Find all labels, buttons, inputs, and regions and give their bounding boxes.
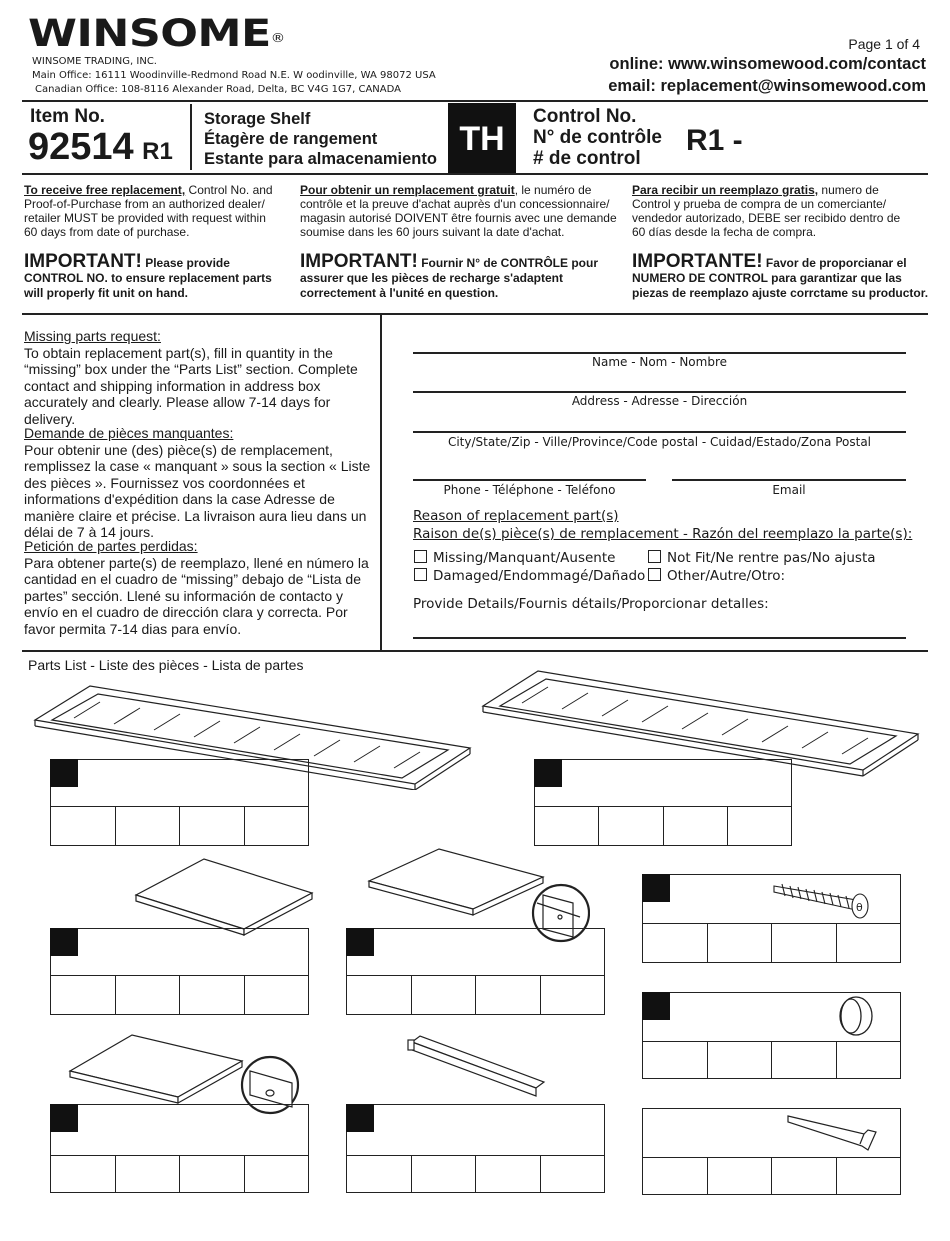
finish-code-badge: TH bbox=[448, 103, 516, 173]
important-en: IMPORTANT! Please provide CONTROL NO. to ensure replacement parts will properly fit unit on hand. bbox=[24, 251, 272, 300]
online-contact[interactable]: online: www.winsomewood.com/contact bbox=[609, 55, 926, 73]
item-label: Item No. bbox=[30, 106, 105, 127]
part-card bbox=[50, 1104, 309, 1156]
part-quantity-grid[interactable] bbox=[534, 806, 792, 846]
missing-parts-es: Petición de partes perdidas: Para obtener parte(s) de reemplazo, llené en número la cantidad en el cuadro de “missing” debajo de “Lista de partes” sección. Llené su información de contacto y envío en el cuadro de dirección clara y correcta. Por favor permita 7-14 dias para envío. bbox=[24, 538, 369, 637]
part-letter-marker bbox=[642, 874, 670, 902]
part-quantity-grid[interactable] bbox=[50, 1155, 309, 1193]
shelf-panel-icon bbox=[132, 855, 317, 937]
name-field[interactable] bbox=[413, 352, 906, 354]
email-field[interactable] bbox=[672, 479, 906, 481]
part-letter-marker bbox=[50, 1104, 78, 1132]
free-replacement-es: Para recibir un reemplazo gratis, numero de Control y prueba de compra de un comerciante/ vendedor autorizado, DEBE ser recibido dentro de 60 días desde la fecha de compra. bbox=[632, 183, 901, 239]
checkbox-damaged[interactable]: Damaged/Endommagé/Dañado bbox=[414, 568, 645, 584]
svg-text:θ: θ bbox=[856, 901, 863, 914]
part-quantity-grid[interactable] bbox=[50, 806, 309, 846]
company-name: WINSOME TRADING, INC. bbox=[32, 56, 157, 67]
support-rail-icon bbox=[404, 1030, 549, 1100]
part-letter-marker bbox=[642, 992, 670, 1020]
item-number: 92514 R1 bbox=[28, 126, 173, 168]
free-replacement-en: To receive free replacement, Control No. and Proof-of-Purchase from an authorized dealer/ retailer MUST be provided with request within 60 days from date of purchase. bbox=[24, 183, 273, 239]
page-number: Page 1 of 4 bbox=[848, 36, 920, 52]
part-letter-marker bbox=[346, 928, 374, 956]
part-quantity-grid[interactable] bbox=[346, 975, 605, 1015]
part-quantity-grid[interactable] bbox=[50, 975, 309, 1015]
missing-parts-fr: Demande de pièces manquantes: Pour obtenir une (des) pièce(s) de remplacement, remplissez la case « manquant » sous la section « Liste des pièces ». Fournissez vos coordonnées et informations d'expédition dans la case Adresse de manière claire et précise. La livraison aura lieu dans un délai de 7 à 14 jours. bbox=[24, 425, 371, 540]
details-field[interactable] bbox=[413, 637, 906, 639]
part-quantity-grid[interactable] bbox=[346, 1155, 605, 1193]
city-label: City/State/Zip - Ville/Province/Code postal - Cuidad/Estado/Zona Postal bbox=[447, 435, 872, 449]
email-contact[interactable]: email: replacement@winsomewood.com bbox=[608, 77, 926, 95]
main-office: Main Office: 16111 Woodinville-Redmond Road N.E. W oodinville, WA 98072 USA bbox=[32, 70, 436, 81]
control-number: R1 - bbox=[686, 124, 743, 157]
checkbox-missing[interactable]: Missing/Manquant/Ausente bbox=[414, 550, 615, 566]
brand-logo: WINSOME® bbox=[28, 12, 285, 55]
important-fr: IMPORTANT! Fournir N° de CONTRÔLE pour assurer que les pièces de recharge s'adaptent correctement à l'unité en question. bbox=[300, 251, 598, 300]
part-letter-marker bbox=[50, 928, 78, 956]
part-card bbox=[346, 1104, 605, 1156]
phone-field[interactable] bbox=[413, 479, 646, 481]
part-letter-marker bbox=[50, 759, 78, 787]
address-label: Address - Adresse - Dirección bbox=[571, 394, 748, 408]
part-quantity-grid[interactable] bbox=[642, 1041, 901, 1079]
allen-key-icon bbox=[784, 1110, 884, 1154]
part-quantity-grid[interactable] bbox=[642, 1157, 901, 1195]
important-es: IMPORTANTE! Favor de proporcianar el NUMERO DE CONTROL para garantizar que las piezas de reemplazo ajuste corrctame su productor. bbox=[632, 251, 929, 300]
part-letter-marker bbox=[534, 759, 562, 787]
city-field[interactable] bbox=[413, 431, 906, 433]
part-card bbox=[50, 928, 309, 976]
name-label: Name - Nom - Nombre bbox=[591, 355, 727, 369]
screw-icon bbox=[770, 878, 875, 920]
product-name: Storage Shelf Étagère de rangement Estante para almacenamiento bbox=[204, 110, 437, 168]
reason-title-fr-es: Raison de(s) pièce(s) de remplacement - Razón del reemplazo la parte(s): bbox=[413, 526, 913, 542]
part-card bbox=[50, 759, 309, 807]
free-replacement-fr: Pour obtenir un remplacement gratuit, le numéro de contrôle et la preuve d'achat auprès d'un concessionnaire/ magasin autorisé DOIVENT être fournis avec une demande soumise dans les 60 jours suivant la date d'achat. bbox=[300, 183, 617, 239]
part-letter-marker bbox=[346, 1104, 374, 1132]
checkbox-not-fit[interactable]: Not Fit/Ne rentre pas/No ajusta bbox=[648, 550, 876, 566]
part-card bbox=[534, 759, 792, 807]
checkbox-other[interactable]: Other/Autre/Otro: bbox=[648, 568, 785, 584]
control-labels: Control No. N° de contrôle # de control bbox=[533, 106, 663, 169]
details-label: Provide Details/Fournis détails/Proporcionar detalles: bbox=[413, 596, 769, 612]
part-quantity-grid[interactable] bbox=[642, 923, 901, 963]
email-label: Email bbox=[772, 483, 806, 497]
missing-parts-en: Missing parts request: To obtain replacement part(s), fill in quantity in the “missing” box under the “Parts List” section. Complete contact and shipping information in address box accurately and clearly. Please allow 7-14 days for delivery. bbox=[24, 328, 358, 427]
address-field[interactable] bbox=[413, 391, 906, 393]
canadian-office: Canadian Office: 108-8116 Alexander Road, Delta, BC V4G 1G7, CANADA bbox=[35, 84, 401, 95]
parts-list-title: Parts List - Liste des pièces - Lista de partes bbox=[28, 657, 304, 673]
cam-lock-icon bbox=[834, 994, 876, 1038]
phone-label: Phone - Téléphone - Teléfono bbox=[443, 483, 616, 497]
reason-title-en: Reason of replacement part(s) bbox=[413, 508, 619, 524]
part-card bbox=[346, 928, 605, 976]
